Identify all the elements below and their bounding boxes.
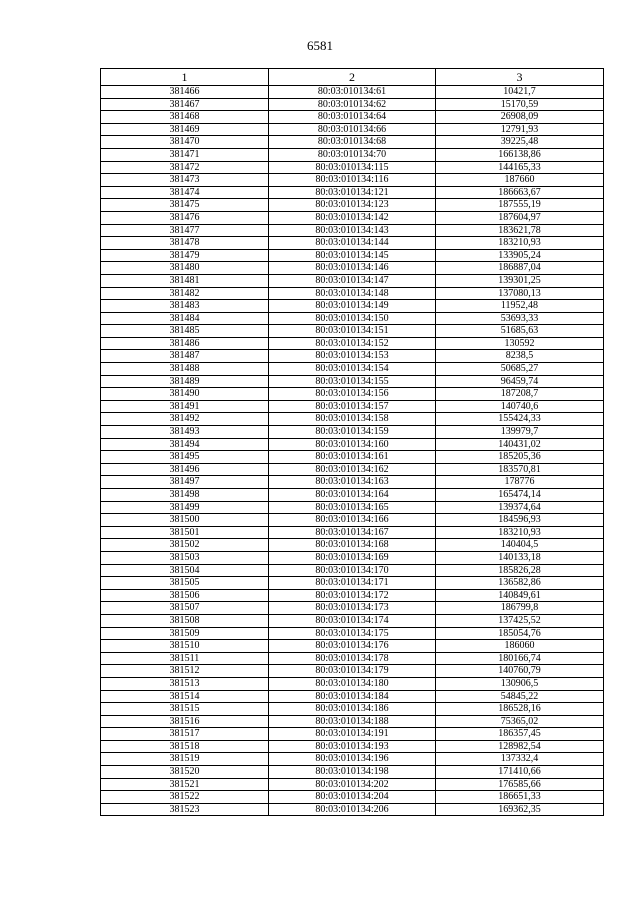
cell-number: 381522 [101, 791, 269, 804]
cell-number: 381483 [101, 300, 269, 313]
table-row [101, 740, 604, 753]
table-row [101, 438, 604, 451]
cell-number: 381491 [101, 400, 269, 413]
column-header-3: 3 [436, 69, 604, 86]
cell-cadastral-id: 80:03:010134:115 [269, 161, 436, 174]
table-row [101, 539, 604, 552]
cell-number: 381474 [101, 186, 269, 199]
cell-number: 381488 [101, 363, 269, 376]
cell-number: 381471 [101, 148, 269, 161]
cell-value: 133905,24 [436, 249, 604, 262]
cell-cadastral-id: 80:03:010134:148 [269, 287, 436, 300]
cell-number: 381517 [101, 728, 269, 741]
cell-number: 381494 [101, 438, 269, 451]
cell-cadastral-id: 80:03:010134:144 [269, 237, 436, 250]
cell-number: 381507 [101, 602, 269, 615]
cell-value: 140760,79 [436, 665, 604, 678]
cell-number: 381506 [101, 589, 269, 602]
cell-cadastral-id: 80:03:010134:155 [269, 375, 436, 388]
cell-cadastral-id: 80:03:010134:178 [269, 652, 436, 665]
cell-value: 178776 [436, 476, 604, 489]
table-row [101, 665, 604, 678]
table-row [101, 249, 604, 262]
table-row [101, 577, 604, 590]
cell-cadastral-id: 80:03:010134:196 [269, 753, 436, 766]
cell-number: 381484 [101, 312, 269, 325]
cell-value: 187604,97 [436, 211, 604, 224]
table-row [101, 640, 604, 653]
table-row [101, 766, 604, 779]
table-row [101, 489, 604, 502]
cell-number: 381467 [101, 98, 269, 111]
cell-value: 51685,63 [436, 325, 604, 338]
table-row [101, 199, 604, 212]
cell-value: 183210,93 [436, 526, 604, 539]
cell-value: 166138,86 [436, 148, 604, 161]
cell-value: 53693,33 [436, 312, 604, 325]
cell-number: 381485 [101, 325, 269, 338]
cell-cadastral-id: 80:03:010134:146 [269, 262, 436, 275]
cell-value: 140133,18 [436, 551, 604, 564]
cell-value: 54845,22 [436, 690, 604, 703]
cell-value: 15170,59 [436, 98, 604, 111]
cell-value: 130592 [436, 337, 604, 350]
column-header-1: 1 [101, 69, 269, 86]
cell-number: 381516 [101, 715, 269, 728]
cell-cadastral-id: 80:03:010134:159 [269, 426, 436, 439]
cell-value: 139374,64 [436, 501, 604, 514]
cell-value: 186799,8 [436, 602, 604, 615]
cell-value: 137425,52 [436, 614, 604, 627]
cell-value: 155424,33 [436, 413, 604, 426]
cell-value: 140740,6 [436, 400, 604, 413]
cell-number: 381502 [101, 539, 269, 552]
cell-number: 381510 [101, 640, 269, 653]
cell-number: 381496 [101, 463, 269, 476]
cell-cadastral-id: 80:03:010134:188 [269, 715, 436, 728]
cell-cadastral-id: 80:03:010134:202 [269, 778, 436, 791]
cell-value: 10421,7 [436, 86, 604, 99]
cell-cadastral-id: 80:03:010134:169 [269, 551, 436, 564]
cell-cadastral-id: 80:03:010134:172 [269, 589, 436, 602]
cell-value: 185205,36 [436, 451, 604, 464]
cell-number: 381497 [101, 476, 269, 489]
cell-value: 184596,93 [436, 514, 604, 527]
cell-number: 381511 [101, 652, 269, 665]
cell-value: 96459,74 [436, 375, 604, 388]
cell-number: 381482 [101, 287, 269, 300]
cell-cadastral-id: 80:03:010134:145 [269, 249, 436, 262]
cell-value: 75365,02 [436, 715, 604, 728]
cell-number: 381472 [101, 161, 269, 174]
cell-value: 186887,04 [436, 262, 604, 275]
table-row [101, 426, 604, 439]
table-row [101, 325, 604, 338]
cell-cadastral-id: 80:03:010134:174 [269, 614, 436, 627]
cell-value: 169362,35 [436, 803, 604, 816]
cell-cadastral-id: 80:03:010134:198 [269, 766, 436, 779]
table-row [101, 98, 604, 111]
cell-cadastral-id: 80:03:010134:166 [269, 514, 436, 527]
cell-cadastral-id: 80:03:010134:184 [269, 690, 436, 703]
cell-cadastral-id: 80:03:010134:160 [269, 438, 436, 451]
cell-value: 185054,76 [436, 627, 604, 640]
cell-value: 180166,74 [436, 652, 604, 665]
cell-number: 381500 [101, 514, 269, 527]
cell-cadastral-id: 80:03:010134:163 [269, 476, 436, 489]
data-table [100, 68, 604, 816]
cell-value: 11952,48 [436, 300, 604, 313]
cell-number: 381492 [101, 413, 269, 426]
cell-value: 185826,28 [436, 564, 604, 577]
cell-cadastral-id: 80:03:010134:157 [269, 400, 436, 413]
cell-value: 186060 [436, 640, 604, 653]
cell-cadastral-id: 80:03:010134:64 [269, 111, 436, 124]
table-row [101, 728, 604, 741]
cell-number: 381480 [101, 262, 269, 275]
cell-cadastral-id: 80:03:010134:206 [269, 803, 436, 816]
cell-value: 187660 [436, 174, 604, 187]
cell-cadastral-id: 80:03:010134:171 [269, 577, 436, 590]
cell-cadastral-id: 80:03:010134:68 [269, 136, 436, 149]
cell-number: 381489 [101, 375, 269, 388]
cell-cadastral-id: 80:03:010134:173 [269, 602, 436, 615]
table-row [101, 791, 604, 804]
table-row [101, 274, 604, 287]
cell-number: 381509 [101, 627, 269, 640]
table-row [101, 551, 604, 564]
cell-cadastral-id: 80:03:010134:143 [269, 224, 436, 237]
table-row [101, 174, 604, 187]
cell-value: 128982,54 [436, 740, 604, 753]
cell-value: 183570,81 [436, 463, 604, 476]
table-row [101, 514, 604, 527]
cell-value: 186528,16 [436, 703, 604, 716]
table-row [101, 690, 604, 703]
table-row [101, 350, 604, 363]
cell-number: 381487 [101, 350, 269, 363]
cell-value: 176585,66 [436, 778, 604, 791]
cell-cadastral-id: 80:03:010134:179 [269, 665, 436, 678]
cell-number: 381486 [101, 337, 269, 350]
cell-cadastral-id: 80:03:010134:204 [269, 791, 436, 804]
cell-cadastral-id: 80:03:010134:152 [269, 337, 436, 350]
cell-number: 381490 [101, 388, 269, 401]
table-row [101, 148, 604, 161]
column-header-2: 2 [269, 69, 436, 86]
cell-value: 137332,4 [436, 753, 604, 766]
cell-cadastral-id: 80:03:010134:176 [269, 640, 436, 653]
cell-number: 381478 [101, 237, 269, 250]
table-row [101, 602, 604, 615]
table-row [101, 262, 604, 275]
cell-number: 381515 [101, 703, 269, 716]
table-row [101, 753, 604, 766]
table-row [101, 363, 604, 376]
cell-number: 381470 [101, 136, 269, 149]
cell-cadastral-id: 80:03:010134:154 [269, 363, 436, 376]
cell-value: 130906,5 [436, 677, 604, 690]
cell-cadastral-id: 80:03:010134:161 [269, 451, 436, 464]
cell-cadastral-id: 80:03:010134:151 [269, 325, 436, 338]
cell-value: 171410,66 [436, 766, 604, 779]
cell-number: 381501 [101, 526, 269, 539]
table-row [101, 123, 604, 136]
cell-number: 381513 [101, 677, 269, 690]
table-row [101, 161, 604, 174]
table-row [101, 337, 604, 350]
cell-number: 381523 [101, 803, 269, 816]
cell-cadastral-id: 80:03:010134:66 [269, 123, 436, 136]
table-row [101, 778, 604, 791]
table-row [101, 677, 604, 690]
cell-value: 187555,19 [436, 199, 604, 212]
table-row [101, 564, 604, 577]
table-row [101, 803, 604, 816]
cell-number: 381493 [101, 426, 269, 439]
cell-number: 381495 [101, 451, 269, 464]
page-number: 6581 [307, 38, 333, 53]
cell-value: 39225,48 [436, 136, 604, 149]
cell-cadastral-id: 80:03:010134:156 [269, 388, 436, 401]
table-row [101, 400, 604, 413]
cell-cadastral-id: 80:03:010134:123 [269, 199, 436, 212]
cell-value: 139979,7 [436, 426, 604, 439]
table-row [101, 463, 604, 476]
cell-cadastral-id: 80:03:010134:193 [269, 740, 436, 753]
cell-number: 381518 [101, 740, 269, 753]
cell-cadastral-id: 80:03:010134:116 [269, 174, 436, 187]
cell-value: 187208,7 [436, 388, 604, 401]
cell-cadastral-id: 80:03:010134:191 [269, 728, 436, 741]
cell-number: 381519 [101, 753, 269, 766]
cell-number: 381466 [101, 86, 269, 99]
cell-value: 139301,25 [436, 274, 604, 287]
table-row [101, 86, 604, 99]
cell-value: 136582,86 [436, 577, 604, 590]
cell-cadastral-id: 80:03:010134:153 [269, 350, 436, 363]
cell-cadastral-id: 80:03:010134:170 [269, 564, 436, 577]
cell-value: 50685,27 [436, 363, 604, 376]
cell-number: 381475 [101, 199, 269, 212]
table-row [101, 388, 604, 401]
cell-cadastral-id: 80:03:010134:62 [269, 98, 436, 111]
cell-number: 381508 [101, 614, 269, 627]
cell-number: 381512 [101, 665, 269, 678]
cell-cadastral-id: 80:03:010134:164 [269, 489, 436, 502]
table-row [101, 614, 604, 627]
cell-number: 381468 [101, 111, 269, 124]
table-row [101, 136, 604, 149]
table-row [101, 186, 604, 199]
table-row [101, 451, 604, 464]
cell-value: 140404,5 [436, 539, 604, 552]
cell-number: 381498 [101, 489, 269, 502]
table-header [101, 69, 604, 86]
cell-number: 381481 [101, 274, 269, 287]
cell-cadastral-id: 80:03:010134:175 [269, 627, 436, 640]
cell-value: 144165,33 [436, 161, 604, 174]
cell-value: 183621,78 [436, 224, 604, 237]
cell-value: 12791,93 [436, 123, 604, 136]
cell-value: 183210,93 [436, 237, 604, 250]
table-row [101, 211, 604, 224]
cell-cadastral-id: 80:03:010134:142 [269, 211, 436, 224]
cell-number: 381469 [101, 123, 269, 136]
cell-number: 381499 [101, 501, 269, 514]
table-row [101, 589, 604, 602]
table-row [101, 237, 604, 250]
cell-cadastral-id: 80:03:010134:61 [269, 86, 436, 99]
cell-cadastral-id: 80:03:010134:121 [269, 186, 436, 199]
cell-value: 140849,61 [436, 589, 604, 602]
cell-number: 381477 [101, 224, 269, 237]
cell-number: 381521 [101, 778, 269, 791]
cell-number: 381473 [101, 174, 269, 187]
cell-cadastral-id: 80:03:010134:158 [269, 413, 436, 426]
cell-value: 140431,02 [436, 438, 604, 451]
cell-cadastral-id: 80:03:010134:167 [269, 526, 436, 539]
table-row [101, 287, 604, 300]
cell-cadastral-id: 80:03:010134:147 [269, 274, 436, 287]
cell-cadastral-id: 80:03:010134:70 [269, 148, 436, 161]
cell-value: 165474,14 [436, 489, 604, 502]
table-row [101, 501, 604, 514]
cell-cadastral-id: 80:03:010134:165 [269, 501, 436, 514]
cell-number: 381520 [101, 766, 269, 779]
cell-cadastral-id: 80:03:010134:162 [269, 463, 436, 476]
cell-cadastral-id: 80:03:010134:149 [269, 300, 436, 313]
table-row [101, 526, 604, 539]
table-row [101, 703, 604, 716]
cell-cadastral-id: 80:03:010134:186 [269, 703, 436, 716]
cell-cadastral-id: 80:03:010134:168 [269, 539, 436, 552]
table-row [101, 375, 604, 388]
table-row [101, 413, 604, 426]
cell-number: 381514 [101, 690, 269, 703]
cell-value: 8238,5 [436, 350, 604, 363]
table-row [101, 715, 604, 728]
cell-number: 381503 [101, 551, 269, 564]
table-row [101, 627, 604, 640]
cell-value: 26908,09 [436, 111, 604, 124]
cell-value: 186651,33 [436, 791, 604, 804]
table-row [101, 300, 604, 313]
table-body [101, 86, 604, 816]
table-row [101, 224, 604, 237]
cell-number: 381479 [101, 249, 269, 262]
cell-cadastral-id: 80:03:010134:150 [269, 312, 436, 325]
header-row [101, 69, 604, 86]
cell-number: 381504 [101, 564, 269, 577]
cell-value: 137080,13 [436, 287, 604, 300]
cell-value: 186357,45 [436, 728, 604, 741]
table-row [101, 652, 604, 665]
cell-number: 381505 [101, 577, 269, 590]
table-row [101, 111, 604, 124]
cell-number: 381476 [101, 211, 269, 224]
table-row [101, 476, 604, 489]
cell-cadastral-id: 80:03:010134:180 [269, 677, 436, 690]
table-row [101, 312, 604, 325]
cell-value: 186663,67 [436, 186, 604, 199]
